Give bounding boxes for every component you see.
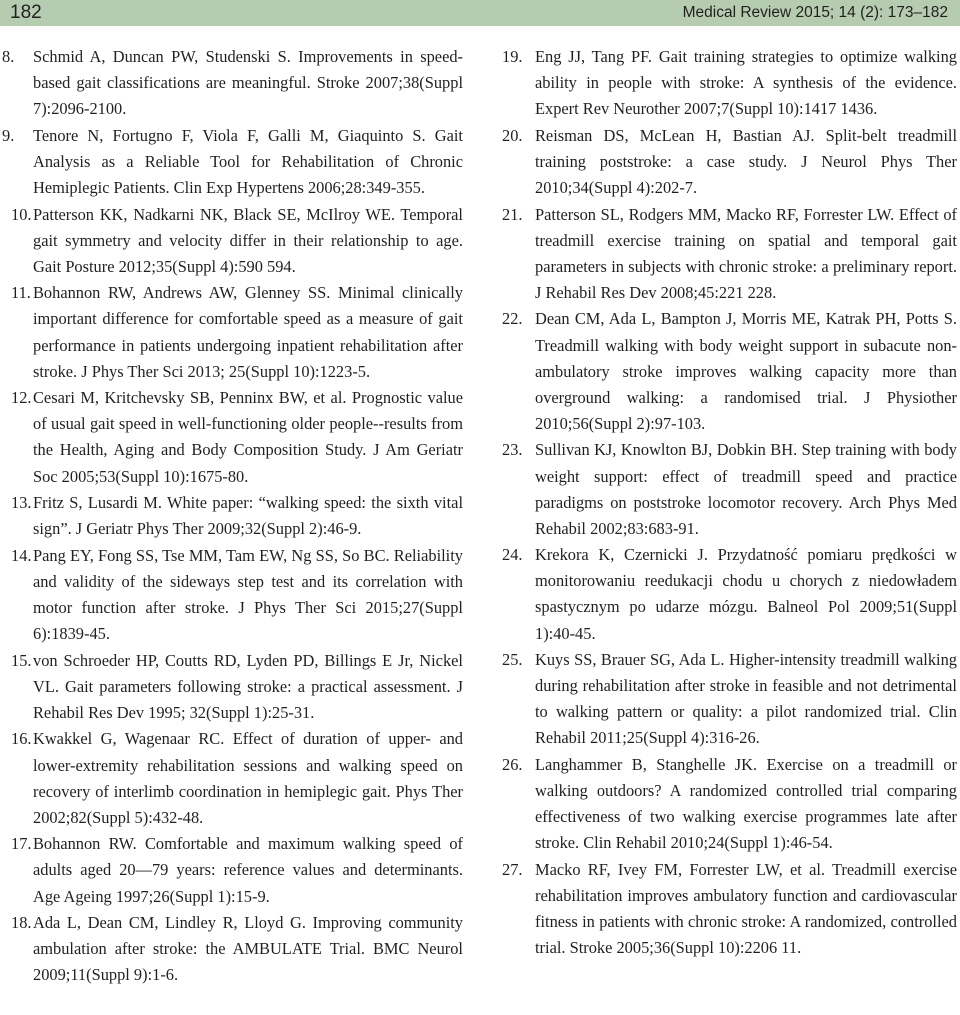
reference-item xyxy=(0,44,463,122)
reference-number: 20. xyxy=(502,125,523,145)
reference-text: Bohannon RW, Andrews AW, Glenney SS. Minimal clinically important difference for comfortable speed as a measure of gait performance in patients undergoing inpatient rehabilitation after stroke. J Phys Ther Sci 2013; 25(Suppl 10):1223-5. xyxy=(33,283,463,381)
reference-number: 19. xyxy=(502,47,523,66)
reference-text: Ada L, Dean CM, Lindley R, Lloyd G. Improving community ambulation after stroke: the AMBULATE Trial. BMC Neurol 2009;11(Suppl 9):1-6. xyxy=(33,913,463,985)
reference-item xyxy=(0,910,463,988)
reference-number: 25. xyxy=(502,650,523,670)
reference-text: Cesari M, Kritchevsky SB, Penninx BW, et al. Prognostic value of usual gait speed in well-functioning older people--results from the Health, Aging and Body Composition Study. J Am Geriatr Soc 2005;53(Suppl 10):1675-80. xyxy=(33,388,463,486)
reference-text: Macko RF, Ivey FM, Forrester LW, et al. Treadmill exercise rehabilitation improves ambulatory function and cardiovascular fitness in patients with chronic stroke: A randomized, controlled trial. Stroke 2005;36(Suppl 10):2206 11. xyxy=(535,859,957,958)
reference-number: 26. xyxy=(502,755,523,775)
reference-item xyxy=(0,648,463,726)
reference-text: Kwakkel G, Wagenaar RC. Effect of duration of upper- and lower-extremity rehabilitation sessions and walking speed on recovery of interlimb coordination in hemiplegic gait. Phys Ther 2002;82(Suppl 5):432-48. xyxy=(33,729,463,827)
reference-item xyxy=(502,44,957,122)
reference-number: 27. xyxy=(502,859,523,879)
reference-item xyxy=(0,280,463,384)
reference-number: 12. xyxy=(11,388,32,408)
reference-text: Sullivan KJ, Knowlton BJ, Dobkin BH. Step training with body weight support: effect of treadmill speed and practice paradigms on poststroke locomotor recovery. Arch Phys Med Rehabil 2002;83:683-91. xyxy=(535,440,957,538)
reference-item xyxy=(0,202,463,280)
reference-number: 13. xyxy=(11,493,32,513)
reference-text: Tenore N, Fortugno F, Viola F, Galli M, Giaquinto S. Gait Analysis as a Reliable Tool for Rehabilitation of Chronic Hemiplegic Patients. Clin Exp Hypertens 2006;28:349-355. xyxy=(33,125,463,197)
reference-text: Krekora K, Czernicki J. Przydatność pomiaru prędkości w monitorowaniu reedukacji chodu u chorych z niedowładem spastycznym po udarze mózgu. Balneol Pol 2009;51(Suppl 1):40-45. xyxy=(535,545,957,643)
references-right-column xyxy=(502,44,957,962)
references-left-column xyxy=(0,44,463,989)
reference-text: Patterson KK, Nadkarni NK, Black SE, McIlroy WE. Temporal gait symmetry and velocity differ in their relationship to age. Gait Posture 2012;35(Suppl 4):590 594. xyxy=(33,204,463,276)
reference-item xyxy=(502,123,957,201)
reference-number: 11. xyxy=(11,283,31,303)
reference-item xyxy=(502,437,957,541)
reference-text: Dean CM, Ada L, Bampton J, Morris ME, Katrak PH, Potts S. Treadmill walking with body weight support in subacute non-ambulatory stroke improves walking capacity more than overground walking: a randomised trial. J Physiother 2010;56(Suppl 2):97-103. xyxy=(535,309,957,433)
reference-text: Eng JJ, Tang PF. Gait training strategies to optimize walking ability in people with stroke: A synthesis of the evidence. Expert Rev Neurother 2007;7(Suppl 10):1417 1436. xyxy=(535,47,957,119)
reference-item xyxy=(0,123,463,201)
reference-text: Bohannon RW. Comfortable and maximum walking speed of adults aged 20—79 years: reference values and determinants. Age Ageing 1997;26(Suppl 1):15-9. xyxy=(33,834,463,906)
reference-item xyxy=(502,306,957,436)
reference-number: 23. xyxy=(502,440,523,460)
reference-text: Reisman DS, McLean H, Bastian AJ. Split-belt treadmill training poststroke: a case study. J Neurol Phys Ther 2010;34(Suppl 4):202-7. xyxy=(535,125,957,197)
reference-text: von Schroeder HP, Coutts RD, Lyden PD, Billings E Jr, Nickel VL. Gait parameters following stroke: a practical assessment. J Rehabil Res Dev 1995; 32(Suppl 1):25-31. xyxy=(33,650,463,722)
reference-item xyxy=(502,752,957,856)
reference-number: 24. xyxy=(502,545,523,565)
reference-text: Schmid A, Duncan PW, Studenski S. Improvements in speed-based gait classifications are meaningful. Stroke 2007;38(Suppl 7):2096-2100. xyxy=(33,47,463,119)
reference-number: 21. xyxy=(502,204,523,224)
reference-text: Kuys SS, Brauer SG, Ada L. Higher-intensity treadmill walking during rehabilitation after stroke in feasible and not detrimental to walking pattern or quality: a pilot randomized trial. Clin Rehabil 2011;25(Suppl 4):316-26. xyxy=(535,650,957,748)
reference-item xyxy=(502,542,957,646)
page-number: 182 xyxy=(10,2,42,23)
reference-item xyxy=(502,647,957,751)
reference-number: 14. xyxy=(11,545,32,565)
reference-text: Patterson SL, Rodgers MM, Macko RF, Forrester LW. Effect of treadmill exercise training on spatial and temporal gait parameters in subjects with chronic stroke: a preliminary report. J Rehabil Res Dev 2008;45:221 228. xyxy=(535,204,957,302)
reference-number: 22. xyxy=(502,309,523,329)
reference-number: 17. xyxy=(11,834,32,854)
reference-number: 8. xyxy=(2,47,15,66)
reference-number: 16. xyxy=(11,729,32,749)
journal-citation: Medical Review 2015; 14 (2): 173–182 xyxy=(682,4,948,21)
reference-number: 9. xyxy=(2,125,15,145)
reference-item xyxy=(0,490,463,542)
reference-item xyxy=(502,202,957,306)
reference-item xyxy=(0,726,463,830)
reference-item xyxy=(0,831,463,909)
reference-number: 15. xyxy=(11,650,32,670)
reference-item xyxy=(502,857,957,961)
reference-item xyxy=(0,543,463,647)
reference-text: Pang EY, Fong SS, Tse MM, Tam EW, Ng SS, So BC. Reliability and validity of the sideways step test and its correlation with motor function after stroke. J Phys Ther Sci 2015;27(Suppl 6):1839-45. xyxy=(33,545,463,644)
reference-number: 18. xyxy=(11,913,32,933)
page-header xyxy=(0,0,960,26)
reference-number: 10. xyxy=(11,204,32,224)
reference-text: Fritz S, Lusardi M. White paper: “walking speed: the sixth vital sign”. J Geriatr Phys Ther 2009;32(Suppl 2):46-9. xyxy=(33,493,463,539)
reference-text: Langhammer B, Stanghelle JK. Exercise on a treadmill or walking outdoors? A randomized controlled trial comparing effectiveness of two walking exercise programmes late after stroke. Clin Rehabil 2010;24(Suppl 1):46-54. xyxy=(535,755,957,853)
reference-item xyxy=(0,385,463,489)
